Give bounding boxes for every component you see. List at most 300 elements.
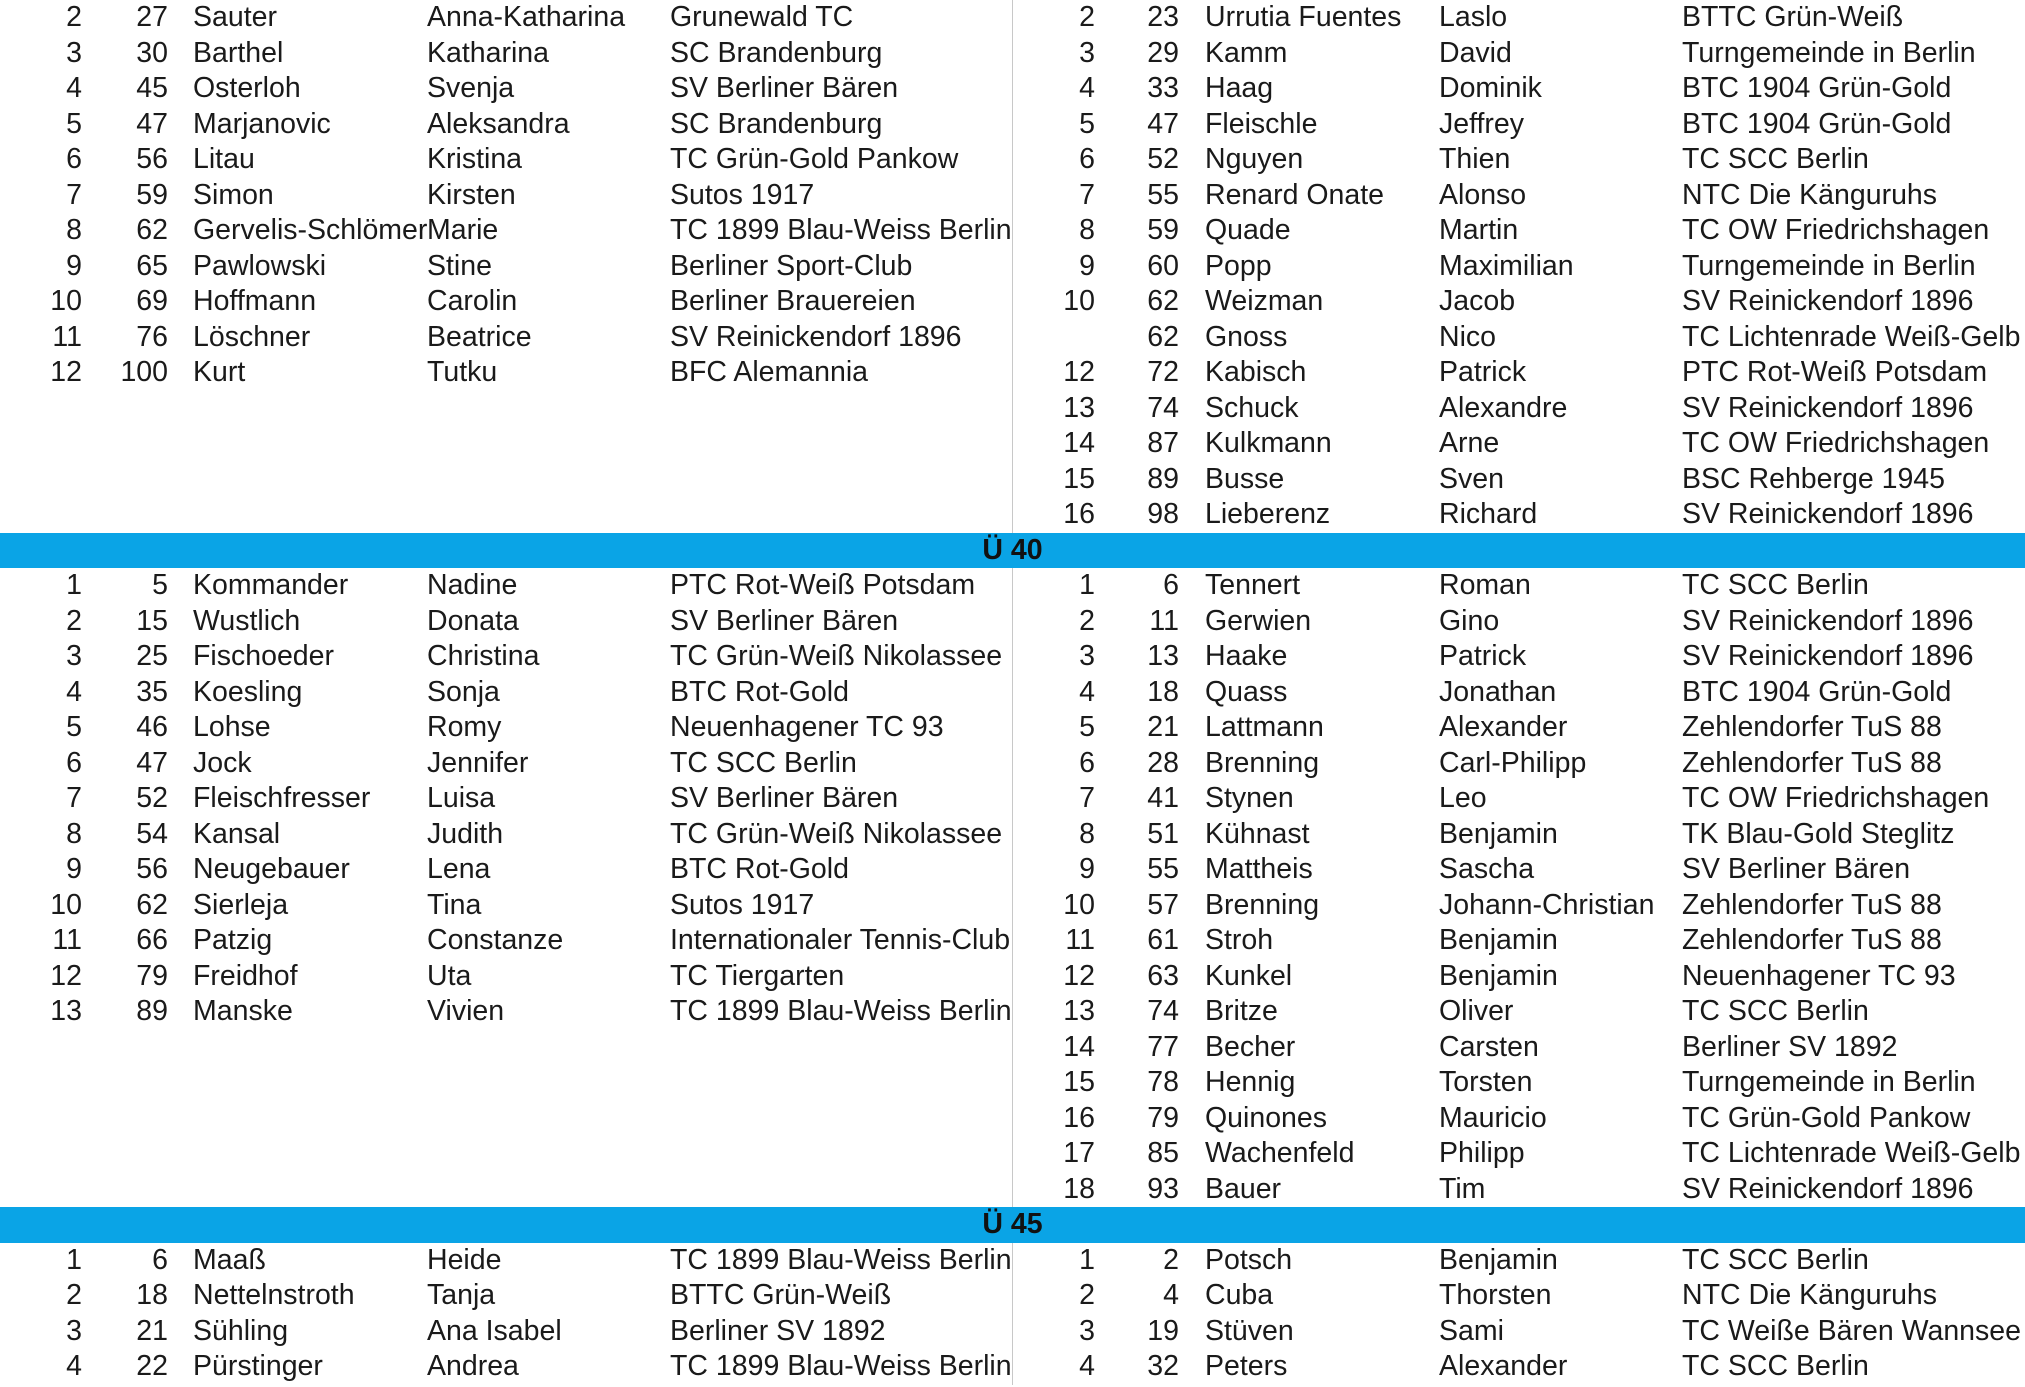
last-name: Haag [1205, 72, 1274, 104]
ranking-number: 89 [136, 995, 168, 1027]
table-row-left [0, 781, 1012, 817]
club: Berliner SV 1892 [1682, 1030, 1898, 1063]
rank: 3 [66, 36, 82, 69]
club: Zehlendorfer TuS 88 [1682, 746, 1942, 779]
last-name: Gnoss [1205, 320, 1288, 353]
ranking-number: 28 [1147, 746, 1179, 779]
rank: 8 [66, 817, 82, 850]
rank: 6 [66, 143, 82, 175]
first-name: Martin [1439, 214, 1519, 246]
rank: 6 [66, 746, 82, 779]
ranking-number: 56 [136, 143, 168, 175]
table-row-left [0, 568, 1012, 604]
first-name: Nadine [427, 569, 518, 601]
club: BTC 1904 Grün-Gold [1682, 107, 1952, 140]
club: TC SCC Berlin [1682, 143, 1869, 175]
first-name: Sascha [1439, 853, 1535, 885]
last-name: Sierleja [193, 888, 289, 921]
first-name: Mauricio [1439, 1101, 1547, 1134]
table-row-left [0, 994, 1012, 1030]
rank: 6 [1079, 143, 1095, 175]
ranking-number: 45 [136, 72, 168, 104]
table-row-right [1012, 994, 2024, 1030]
last-name: Lieberenz [1205, 498, 1331, 530]
rank: 13 [50, 995, 82, 1027]
rank: 7 [66, 782, 82, 814]
ranking-number: 62 [1147, 285, 1179, 317]
table-row-left [0, 817, 1012, 853]
club: SV Reinickendorf 1896 [670, 320, 962, 353]
first-name: Kirsten [427, 178, 516, 211]
rank: 7 [1079, 782, 1095, 814]
first-name: Lena [427, 853, 491, 885]
ranking-number: 18 [1147, 675, 1179, 708]
ranking-number: 21 [136, 1314, 168, 1347]
ranking-number: 79 [1147, 1101, 1179, 1134]
club: TC Grün-Gold Pankow [670, 143, 959, 175]
first-name: Katharina [427, 36, 550, 69]
last-name: Stroh [1205, 924, 1274, 956]
first-name: Benjamin [1439, 959, 1558, 992]
table-row-right [1012, 923, 2024, 959]
rank: 6 [1079, 746, 1095, 779]
rank: 9 [66, 249, 82, 282]
ranking-number: 2 [1163, 1243, 1179, 1276]
last-name: Patzig [193, 924, 273, 956]
table-row-right [1012, 1349, 2024, 1385]
club: PTC Rot-Weiß Potsdam [670, 569, 976, 601]
table-row-right [1012, 142, 2024, 178]
last-name: Wustlich [193, 604, 301, 637]
ranking-number: 98 [1147, 498, 1179, 530]
table-row-right [1012, 320, 2024, 356]
ranking-number: 66 [136, 924, 168, 956]
club: SV Reinickendorf 1896 [1682, 498, 1974, 530]
rank: 9 [66, 853, 82, 885]
club: SV Reinickendorf 1896 [1682, 285, 1974, 317]
table-row-right [1012, 462, 2024, 498]
table-row-right [1012, 1136, 2024, 1172]
club: TC SCC Berlin [1682, 569, 1869, 601]
rank: 2 [66, 1279, 82, 1311]
club: TC SCC Berlin [1682, 995, 1869, 1027]
ranking-number: 19 [1147, 1314, 1179, 1347]
first-name: Torsten [1439, 1066, 1533, 1098]
club: TC Lichtenrade Weiß-Gelb [1682, 320, 2021, 353]
table-row-left [0, 852, 1012, 888]
first-name: Heide [427, 1243, 502, 1276]
first-name: Thien [1439, 143, 1511, 175]
rank: 3 [66, 640, 82, 672]
ranking-number: 60 [1147, 249, 1179, 282]
first-name: Benjamin [1439, 1243, 1558, 1276]
ranking-number: 69 [136, 285, 168, 317]
ranking-number: 35 [136, 675, 168, 708]
first-name: Thorsten [1439, 1279, 1552, 1311]
first-name: Sami [1439, 1314, 1504, 1347]
rank: 16 [1063, 1101, 1095, 1134]
ranking-number: 85 [1147, 1137, 1179, 1169]
ranking-number: 22 [136, 1350, 168, 1382]
ranking-number: 59 [136, 178, 168, 211]
rank: 3 [1079, 36, 1095, 69]
ranking-number: 61 [1147, 924, 1179, 956]
last-name: Kansal [193, 817, 281, 850]
last-name: Kabisch [1205, 356, 1307, 388]
last-name: Tennert [1205, 569, 1301, 601]
club: Turngemeinde in Berlin [1682, 36, 1976, 69]
first-name: Dominik [1439, 72, 1542, 104]
last-name: Litau [193, 143, 255, 175]
table-row-left [0, 639, 1012, 675]
last-name: Jock [193, 746, 252, 779]
table-row-right [1012, 249, 2024, 285]
ranking-number: 11 [1149, 604, 1179, 637]
first-name: Patrick [1439, 356, 1527, 388]
rank: 12 [50, 356, 82, 388]
table-row-right [1012, 675, 2024, 711]
last-name: Koesling [193, 675, 303, 708]
first-name: Carsten [1439, 1030, 1539, 1063]
table-row-right [1012, 639, 2024, 675]
first-name: Laslo [1439, 1, 1508, 33]
last-name: Nettelnstroth [193, 1279, 355, 1311]
table-row-left [0, 142, 1012, 178]
club: TC SCC Berlin [1682, 1243, 1869, 1276]
club: BFC Alemannia [670, 356, 869, 388]
table-row-left [0, 746, 1012, 782]
last-name: Barthel [193, 36, 284, 69]
rank: 8 [1079, 817, 1095, 850]
table-row-left [0, 178, 1012, 214]
last-name: Sühling [193, 1314, 289, 1347]
club: TC 1899 Blau-Weiss Berlin [670, 1350, 1012, 1382]
ranking-number: 77 [1147, 1030, 1179, 1063]
rank: 1 [66, 569, 82, 601]
first-name: Tanja [427, 1279, 496, 1311]
ranking-number: 62 [1147, 320, 1179, 353]
ranking-number: 47 [1147, 107, 1179, 140]
first-name: Johann-Christian [1439, 888, 1655, 921]
table-row-right [1012, 888, 2024, 924]
table-row-left [0, 1243, 1012, 1279]
last-name: Haake [1205, 640, 1288, 672]
rank: 11 [52, 320, 82, 353]
rank: 15 [1063, 1066, 1095, 1098]
club: TC Weiße Bären Wannsee [1682, 1314, 2021, 1347]
table-row-right [1012, 36, 2024, 72]
ranking-number: 78 [1147, 1066, 1179, 1098]
ranking-number: 23 [1147, 1, 1179, 33]
table-row-left [0, 888, 1012, 924]
table-row-left [0, 213, 1012, 249]
table-row-right [1012, 426, 2024, 462]
rank: 18 [1063, 1172, 1095, 1205]
first-name: Vivien [427, 995, 505, 1027]
ranking-number: 25 [136, 640, 168, 672]
last-name: Brenning [1205, 746, 1320, 779]
first-name: Constanze [427, 924, 564, 956]
club: BTC 1904 Grün-Gold [1682, 675, 1952, 708]
table-row-left [0, 0, 1012, 36]
club: Zehlendorfer TuS 88 [1682, 924, 1942, 956]
first-name: Svenja [427, 72, 515, 104]
last-name: Marjanovic [193, 107, 331, 140]
first-name: David [1439, 36, 1512, 69]
table-row-right [1012, 213, 2024, 249]
first-name: Luisa [427, 782, 496, 814]
last-name: Kurt [193, 356, 246, 388]
last-name: Pawlowski [193, 249, 327, 282]
rank: 7 [66, 178, 82, 211]
ranking-number: 6 [152, 1243, 168, 1276]
first-name: Benjamin [1439, 817, 1558, 850]
last-name: Manske [193, 995, 293, 1027]
first-name: Gino [1439, 604, 1500, 637]
rank: 1 [1079, 1243, 1095, 1276]
club: Internationaler Tennis-Club [670, 924, 1011, 956]
table-row-left [0, 1349, 1012, 1385]
club: TC Grün-Weiß Nikolassee [670, 817, 1003, 850]
club: TC Lichtenrade Weiß-Gelb [1682, 1137, 2021, 1169]
ranking-number: 62 [136, 888, 168, 921]
club: Turngemeinde in Berlin [1682, 249, 1976, 282]
first-name: Judith [427, 817, 504, 850]
table-row-right [1012, 1172, 2024, 1208]
rank: 5 [1079, 711, 1095, 743]
ranking-number: 100 [120, 356, 168, 388]
first-name: Carolin [427, 285, 518, 317]
table-row-right [1012, 781, 2024, 817]
club: Berliner Sport-Club [670, 249, 913, 282]
table-row-left [0, 1314, 1012, 1350]
ranking-number: 6 [1163, 569, 1179, 601]
first-name: Romy [427, 711, 502, 743]
first-name: Richard [1439, 498, 1538, 530]
club: SV Reinickendorf 1896 [1682, 604, 1974, 637]
rank: 11 [1065, 924, 1095, 956]
club: Sutos 1917 [670, 178, 815, 211]
last-name: Mattheis [1205, 853, 1313, 885]
club: SV Berliner Bären [1682, 853, 1911, 885]
club: SV Berliner Bären [670, 72, 899, 104]
rank: 4 [1079, 72, 1095, 104]
rank: 1 [1079, 569, 1095, 601]
club: BTC Rot-Gold [670, 853, 849, 885]
club: BTTC Grün-Weiß [1682, 1, 1904, 33]
rank: 2 [66, 604, 82, 637]
last-name: Fischoeder [193, 640, 334, 672]
table-row-left [0, 249, 1012, 285]
last-name: Britze [1205, 995, 1278, 1027]
rank: 10 [50, 888, 82, 921]
ranking-number: 93 [1147, 1172, 1179, 1205]
table-row-left [0, 107, 1012, 143]
rank: 5 [1079, 107, 1095, 140]
ranking-number: 51 [1147, 817, 1179, 850]
ranking-number: 33 [1147, 72, 1179, 104]
last-name: Potsch [1205, 1243, 1293, 1276]
last-name: Renard Onate [1205, 178, 1385, 211]
ranking-number: 79 [136, 959, 168, 992]
ranking-number: 15 [136, 604, 168, 637]
table-row-right [1012, 746, 2024, 782]
first-name: Alexander [1439, 1350, 1568, 1382]
last-name: Schuck [1205, 391, 1299, 424]
rank: 16 [1063, 498, 1095, 530]
first-name: Tim [1439, 1172, 1486, 1205]
rank: 8 [66, 214, 82, 246]
ranking-number: 56 [136, 853, 168, 885]
ranking-number: 30 [136, 36, 168, 69]
rank: 11 [52, 924, 82, 956]
rank: 2 [1079, 1, 1095, 33]
club: SC Brandenburg [670, 107, 883, 140]
last-name: Fleischfresser [193, 782, 371, 814]
rank: 4 [1079, 675, 1095, 708]
last-name: Cuba [1205, 1279, 1274, 1311]
club: Grunewald TC [670, 1, 854, 33]
rank: 2 [1079, 604, 1095, 637]
club: Zehlendorfer TuS 88 [1682, 888, 1942, 921]
first-name: Ana Isabel [427, 1314, 562, 1347]
last-name: Quass [1205, 675, 1288, 708]
first-name: Nico [1439, 320, 1497, 353]
rank: 5 [66, 711, 82, 743]
first-name: Carl-Philipp [1439, 746, 1587, 779]
first-name: Aleksandra [427, 107, 570, 140]
last-name: Lattmann [1205, 711, 1324, 743]
rank: 3 [1079, 1314, 1095, 1347]
table-row-right [1012, 284, 2024, 320]
club: BTC 1904 Grün-Gold [1682, 72, 1952, 104]
last-name: Gervelis-Schlömer [193, 214, 428, 246]
rank: 15 [1063, 462, 1095, 495]
first-name: Maximilian [1439, 249, 1574, 282]
club: TC Grün-Gold Pankow [1682, 1101, 1971, 1134]
table-row-right [1012, 1030, 2024, 1066]
rank: 5 [66, 107, 82, 140]
table-row-left [0, 1278, 1012, 1314]
last-name: Kommander [193, 569, 349, 601]
ranking-number: 74 [1147, 391, 1179, 424]
table-row-right [1012, 604, 2024, 640]
rank: 4 [66, 72, 82, 104]
first-name: Tina [427, 888, 482, 921]
last-name: Becher [1205, 1030, 1296, 1063]
rank: 9 [1079, 853, 1095, 885]
first-name: Donata [427, 604, 519, 637]
club: TC SCC Berlin [1682, 1350, 1869, 1382]
table-row-right [1012, 1314, 2024, 1350]
first-name: Alexander [1439, 711, 1568, 743]
table-row-right [1012, 71, 2024, 107]
first-name: Kristina [427, 143, 523, 175]
last-name: Busse [1205, 462, 1285, 495]
rank: 1 [66, 1243, 82, 1276]
ranking-number: 27 [136, 1, 168, 33]
club: Turngemeinde in Berlin [1682, 1066, 1976, 1098]
last-name: Peters [1205, 1350, 1288, 1382]
rank: 10 [1063, 285, 1095, 317]
first-name: Alexandre [1439, 391, 1568, 424]
last-name: Hennig [1205, 1066, 1296, 1098]
rank: 4 [66, 1350, 82, 1382]
last-name: Weizman [1205, 285, 1324, 317]
table-row-right [1012, 1101, 2024, 1137]
last-name: Kamm [1205, 36, 1288, 69]
table-row-left [0, 675, 1012, 711]
rank: 10 [1063, 888, 1095, 921]
club: TC OW Friedrichshagen [1682, 214, 1990, 246]
ranking-number: 54 [136, 817, 168, 850]
rank: 3 [1079, 640, 1095, 672]
club: TC SCC Berlin [670, 746, 857, 779]
table-row-right [1012, 1065, 2024, 1101]
first-name: Sonja [427, 675, 500, 708]
club: SV Reinickendorf 1896 [1682, 1172, 1974, 1205]
rank: 7 [1079, 178, 1095, 211]
first-name: Leo [1439, 782, 1487, 814]
ranking-number: 18 [136, 1279, 168, 1311]
table-row-left [0, 71, 1012, 107]
last-name: Stüven [1205, 1314, 1294, 1347]
ranking-number: 32 [1147, 1350, 1179, 1382]
club: Neuenhagener TC 93 [1682, 959, 1956, 992]
rank: 17 [1063, 1137, 1095, 1169]
table-row-left [0, 959, 1012, 995]
table-row-right [1012, 178, 2024, 214]
last-name: Freidhof [193, 959, 298, 992]
table-row-right [1012, 497, 2024, 533]
ranking-number: 47 [136, 746, 168, 779]
table-row-right [1012, 391, 2024, 427]
last-name: Gerwien [1205, 604, 1312, 637]
first-name: Christina [427, 640, 540, 672]
first-name: Beatrice [427, 320, 532, 353]
last-name: Simon [193, 178, 274, 211]
first-name: Alonso [1439, 178, 1527, 211]
first-name: Jacob [1439, 285, 1516, 317]
last-name: Popp [1205, 249, 1272, 282]
ranking-number: 21 [1147, 711, 1179, 743]
first-name: Jennifer [427, 746, 529, 779]
first-name: Andrea [427, 1350, 519, 1382]
ranking-number: 52 [136, 782, 168, 814]
table-row-left [0, 923, 1012, 959]
club: TC 1899 Blau-Weiss Berlin [670, 1243, 1012, 1276]
club: TC OW Friedrichshagen [1682, 782, 1990, 814]
last-name: Sauter [193, 1, 277, 33]
first-name: Anna-Katharina [427, 1, 626, 33]
club: BTTC Grün-Weiß [670, 1279, 892, 1311]
club: BSC Rehberge 1945 [1682, 462, 1946, 495]
ranking-number: 74 [1147, 995, 1179, 1027]
club: SV Berliner Bären [670, 604, 899, 637]
ranking-number: 55 [1147, 178, 1179, 211]
club: TK Blau-Gold Steglitz [1682, 817, 1955, 850]
ranking-number: 46 [136, 711, 168, 743]
last-name: Kunkel [1205, 959, 1293, 992]
club: SV Reinickendorf 1896 [1682, 640, 1974, 672]
club: TC Tiergarten [670, 959, 845, 992]
last-name: Brenning [1205, 888, 1320, 921]
rank: 4 [66, 675, 82, 708]
first-name: Jonathan [1439, 675, 1557, 708]
rank: 12 [50, 959, 82, 992]
rank: 14 [1063, 1030, 1095, 1063]
first-name: Jeffrey [1439, 107, 1525, 140]
